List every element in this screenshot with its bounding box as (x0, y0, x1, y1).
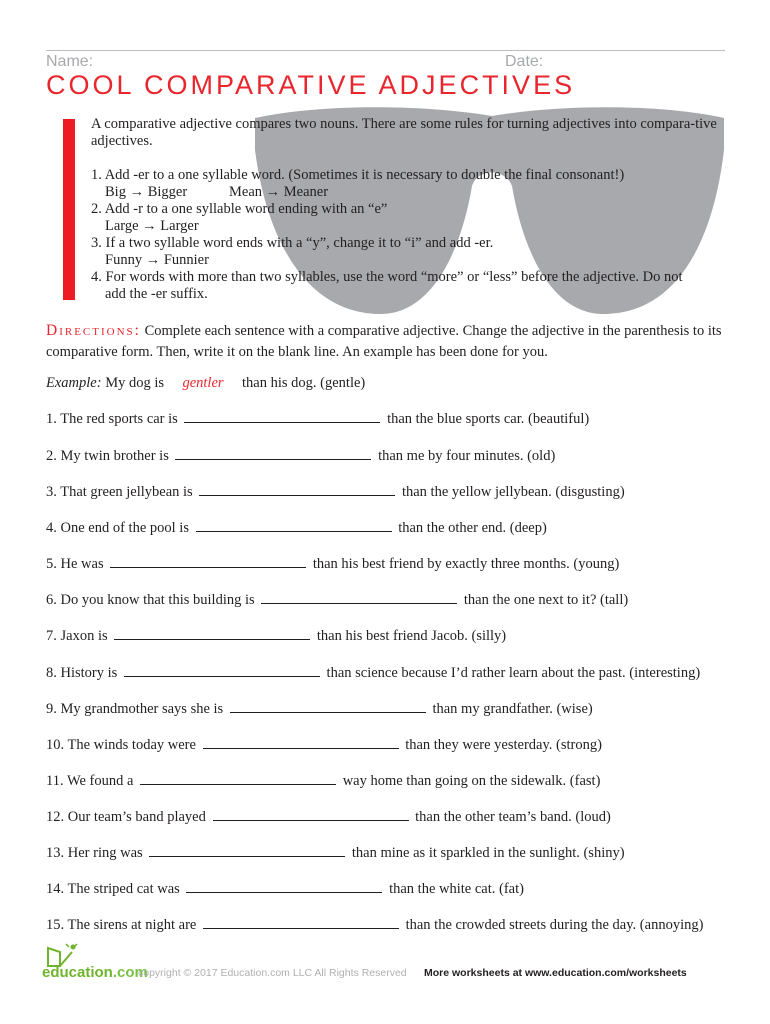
question-1 (46, 411, 589, 428)
question-rest: than science because I’d rather learn about the past. (interesting) (326, 665, 701, 681)
question-6 (46, 592, 628, 609)
accent-bar (63, 119, 75, 300)
answer-blank[interactable] (261, 592, 457, 604)
rule-1-examples (91, 184, 731, 201)
question-rest: than his best friend by exactly three months. (young) (312, 556, 620, 572)
example-after: than his dog. (gentle) (242, 375, 366, 391)
rule-3-example: Funny → Funnier (105, 252, 209, 268)
question-rest: way home than going on the sidewalk. (fast) (342, 773, 601, 789)
question-14 (46, 881, 524, 898)
example-sentence (46, 375, 365, 392)
question-4 (46, 520, 547, 537)
rule-3: 3. If a two syllable word ends with a “y”, change it to “i” and add -er. (91, 235, 494, 251)
question-3 (46, 484, 625, 501)
logo-main-text: education (42, 964, 113, 981)
question-12 (46, 809, 611, 826)
question-text: 3. That green jellybean is (46, 484, 193, 500)
rule-4-continuation: add the -er suffix. (105, 286, 208, 302)
answer-blank[interactable] (110, 556, 306, 568)
rules-list (91, 167, 731, 303)
rule-1: 1. Add -er to a one syllable word. (Sometimes it is necessary to double the final consonant!) (91, 167, 625, 183)
directions-paragraph (46, 320, 736, 363)
question-9 (46, 701, 593, 718)
answer-blank[interactable] (149, 845, 345, 857)
question-text: 1. The red sports car is (46, 411, 178, 427)
directions-text: Complete each sentence with a comparative adjective. Change the adjective in the parenthesis to its comparative form. Then, write it on the blank line. An example has been done for you. (46, 323, 722, 360)
copyright-text: copyright © 2017 Education.com LLC All Rights Reserved (138, 967, 407, 979)
question-rest: than the blue sports car. (beautiful) (387, 411, 590, 427)
answer-blank[interactable] (213, 809, 409, 821)
question-text: 12. Our team’s band played (46, 809, 206, 825)
answer-blank[interactable] (230, 701, 426, 713)
question-5 (46, 556, 619, 573)
name-label: Name: (46, 53, 94, 70)
question-11 (46, 773, 600, 790)
question-text: 2. My twin brother is (46, 448, 169, 464)
question-15 (46, 917, 703, 934)
answer-blank[interactable] (203, 737, 399, 749)
answer-blank[interactable] (196, 520, 392, 532)
question-rest: than mine as it sparkled in the sunlight. (shiny) (351, 845, 625, 861)
question-rest: than me by four minutes. (old) (378, 448, 556, 464)
answer-blank[interactable] (124, 665, 320, 677)
question-text: 13. Her ring was (46, 845, 143, 861)
question-text: 8. History is (46, 665, 118, 681)
question-text: 5. He was (46, 556, 104, 572)
question-8 (46, 665, 700, 682)
question-rest: than my grandfather. (wise) (432, 701, 593, 717)
answer-blank[interactable] (199, 484, 395, 496)
answer-blank[interactable] (203, 917, 399, 929)
date-label: Date: (505, 53, 544, 70)
question-7 (46, 628, 506, 645)
rule-2-example: Large → Larger (105, 218, 199, 234)
question-rest: than the other end. (deep) (398, 520, 547, 536)
page-title: COOL COMPARATIVE ADJECTIVES (46, 70, 576, 100)
question-rest: than the crowded streets during the day. (annoying) (405, 917, 704, 933)
question-text: 4. One end of the pool is (46, 520, 189, 536)
education-logo[interactable] (42, 964, 148, 981)
rule-2: 2. Add -r to a one syllable word ending with an “e” (91, 201, 388, 217)
intro-text: A comparative adjective compares two nouns. There are some rules for turning adjectives into compara-tive adjectives. (91, 116, 717, 149)
answer-blank[interactable] (114, 628, 310, 640)
question-text: 11. We found a (46, 773, 134, 789)
answer-blank[interactable] (140, 773, 336, 785)
question-text: 14. The striped cat was (46, 881, 180, 897)
question-rest: than they were yesterday. (strong) (405, 737, 602, 753)
question-text: 9. My grandmother says she is (46, 701, 224, 717)
answer-blank[interactable] (184, 411, 380, 423)
question-text: 7. Jaxon is (46, 628, 108, 644)
rule-1-example-1: Big → Bigger (105, 184, 188, 200)
answer-blank[interactable] (186, 881, 382, 893)
directions-label: Directions: (46, 322, 141, 339)
question-rest: than his best friend Jacob. (silly) (316, 628, 507, 644)
answer-blank[interactable] (175, 448, 371, 460)
question-rest: than the one next to it? (tall) (463, 592, 629, 608)
question-rest: than the other team’s band. (loud) (415, 809, 611, 825)
footer (42, 942, 732, 982)
question-13 (46, 845, 625, 862)
question-2 (46, 448, 555, 465)
question-text: 6. Do you know that this building is (46, 592, 255, 608)
header-divider (46, 50, 725, 51)
question-text: 15. The sirens at night are (46, 917, 197, 933)
question-text: 10. The winds today were (46, 737, 196, 753)
rule-4: 4. For words with more than two syllables, use the word “more” or “less” before the adjective. Do not (91, 269, 683, 285)
rule-1-example-2: Mean → Meaner (229, 184, 329, 200)
example-answer: gentler (182, 375, 224, 391)
more-worksheets-link[interactable]: More worksheets at www.education.com/worksheets (424, 967, 687, 979)
example-before: My dog is (101, 375, 165, 391)
question-rest: than the yellow jellybean. (disgusting) (401, 484, 625, 500)
question-10 (46, 737, 602, 754)
example-label: Example: (46, 375, 102, 391)
question-rest: than the white cat. (fat) (389, 881, 524, 897)
intro-paragraph (91, 116, 723, 150)
logo-com-text: .com (112, 964, 148, 981)
